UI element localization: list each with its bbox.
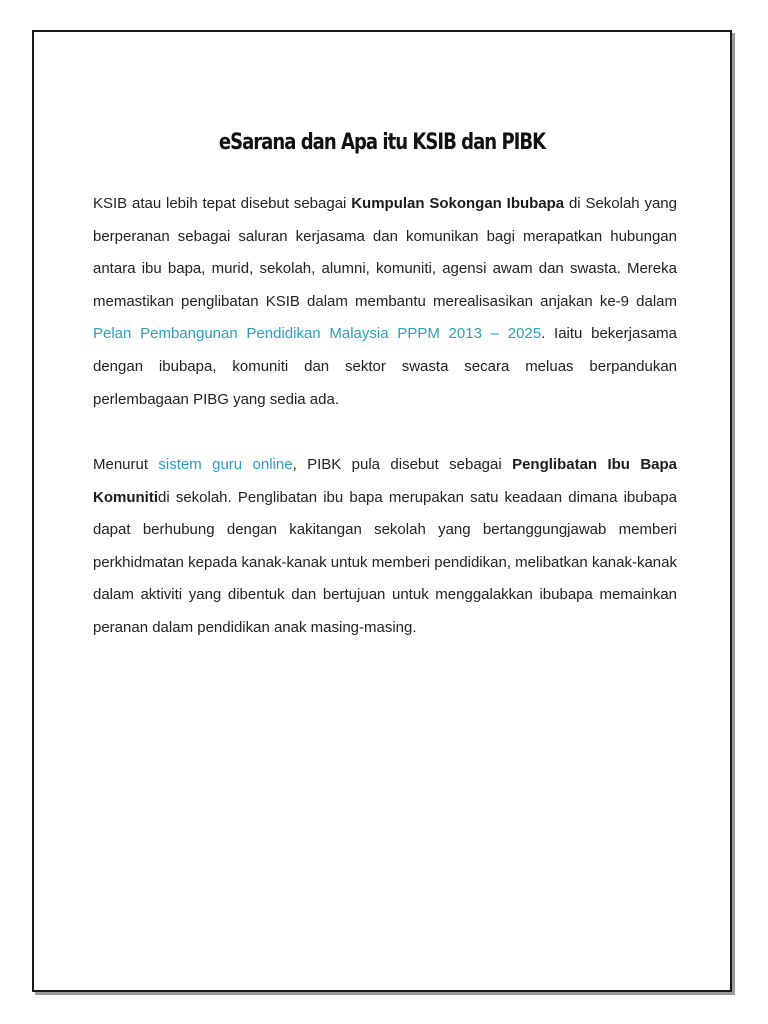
paragraph-text: Menurut [93,456,159,473]
paragraph-text: . Iaitu bekerjasama dengan ibubapa, komuniti dan sektor swasta secara meluas berpandukan perlembagaan PIBG yang sedia ada. [93,325,677,408]
paragraph-text: di sekolah. Penglibatan ibu bapa merupakan satu keadaan dimana ibubapa dapat berhubung dengan kakitangan sekolah yang bertanggungjawab memberi perkhidmatan kepada kanak-kanak untuk memberi pendidikan, melibatkan kanak-kanak dalam aktiviti yang dibentuk dan bertujuan untuk menggalakkan ibubapa memainkan peranan dalam pendidikan anak masing-masing. [93,488,677,636]
paragraph-text: KSIB atau lebih tepat disebut sebagai [93,195,352,212]
paragraph-pibk [93,449,677,645]
paragraph-text: , PIBK pula disebut sebagai [292,456,513,473]
bold-term-ksib: Kumpulan Sokongan Ibubapa [351,195,565,212]
link-pppm[interactable]: Pelan Pembangunan Pendidikan Malaysia PPPM 2013 – 2025 [93,325,542,343]
bold-term-pibk: Penglibatan Ibu Bapa Komuniti [93,456,677,506]
paragraph-ksib [93,188,677,416]
document-page [32,30,732,992]
link-sistem-guru-online[interactable]: sistem guru online [158,456,293,473]
document-title: eSarana dan Apa itu KSIB dan PIBK [218,130,546,155]
paragraph-text: di Sekolah yang berperanan sebagai saluran kerjasama dan komunikan bagi merapatkan hubungan antara ibu bapa, murid, sekolah, alumni, komuniti, agensi awam dan swasta. Mereka memastikan penglibatan KSIB dalam membantu merealisasikan anjakan ke-9 dalam [93,195,677,310]
